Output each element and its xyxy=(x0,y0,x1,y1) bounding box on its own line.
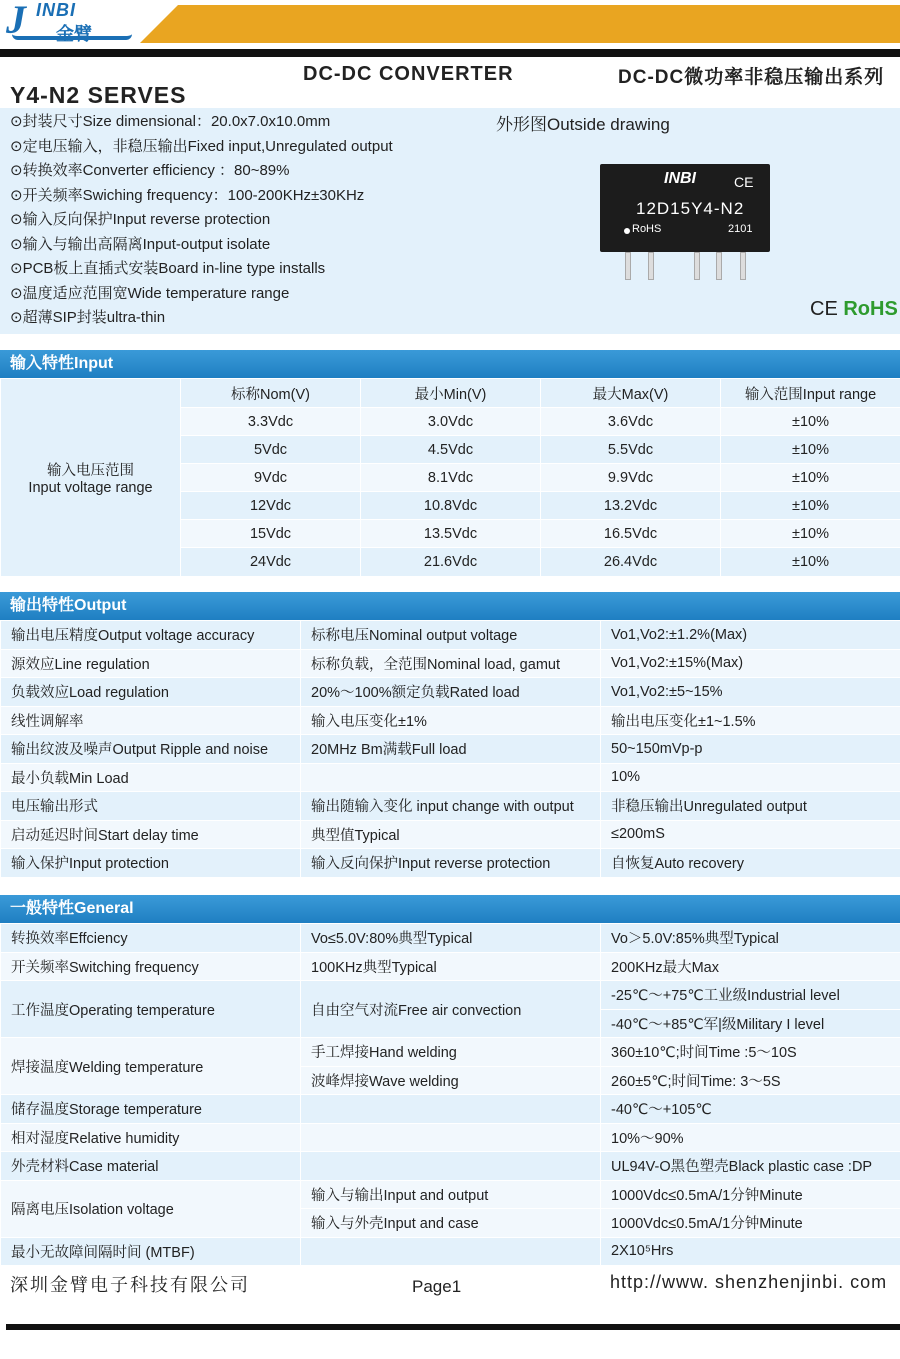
chip-pin-icon xyxy=(648,252,654,280)
table-row: 隔离电压Isolation voltage 输入与输出Input and output 1000Vdc≤0.5mA/1分钟Minute xyxy=(1,1180,900,1209)
feature-item: ⊙PCB板上直插式安装Board in-line type installs xyxy=(10,260,326,277)
table-row: 源效应Line regulation 标称负载，全范围Nominal load, gamut Vo1,Vo2:±15%(Max) xyxy=(1,649,900,678)
feature-list xyxy=(10,110,393,331)
chip-pin-icon xyxy=(694,252,700,280)
logo-swoosh-icon xyxy=(12,34,132,40)
pin1-dot-icon xyxy=(624,228,630,234)
table-row: 输出电压精度Output voltage accuracy 标称电压Nominal output voltage Vo1,Vo2:±1.2%(Max) xyxy=(1,621,900,650)
table-row: 12Vdc 10.8Vdc 13.2Vdc ±10% xyxy=(1,492,900,520)
table-row: 线性调解率 输入电压变化±1% 输出电压变化±1~1.5% xyxy=(1,706,900,735)
table-row: 最小负载Min Load 10% xyxy=(1,763,900,792)
input-voltage-range-label: 输入电压范围 Input voltage range xyxy=(1,379,181,577)
output-section-title: 输出特性Output xyxy=(0,592,900,620)
table-row: 5Vdc 4.5Vdc 5.5Vdc ±10% xyxy=(1,436,900,464)
chip-pin-icon xyxy=(625,252,631,280)
feature-item: ⊙转换效率Converter efficiency ：80~89% xyxy=(10,162,290,179)
table-row: 开关频率Switching frequency 100KHz典型Typical 200KHz最大Max xyxy=(1,952,900,981)
table-row: 工作温度Operating temperature 自由空气对流Free air convection -25℃～+75℃工业级Industrial level xyxy=(1,981,900,1010)
table-row: -40℃～+85℃军|级Military I level xyxy=(1,1009,900,1038)
table-row: 9Vdc 8.1Vdc 9.9Vdc ±10% xyxy=(1,464,900,492)
table-row: 3.3Vdc 3.0Vdc 3.6Vdc ±10% xyxy=(1,408,900,436)
table-row: 输出纹波及噪声Output Ripple and noise 20MHz Bm满载Full load 50~150mVp-p xyxy=(1,735,900,764)
page-number: Page1 xyxy=(412,1277,462,1296)
table-row: 15Vdc 13.5Vdc 16.5Vdc ±10% xyxy=(1,520,900,548)
feature-item: ⊙温度适应范围宽Wide temperature range xyxy=(10,284,290,302)
input-table xyxy=(0,378,900,577)
input-section-title: 输入特性Input xyxy=(0,350,900,378)
product-type: DC-DC CONVERTER xyxy=(303,63,514,85)
table-row: 储存温度Storage temperature -40℃～+105℃ xyxy=(1,1095,900,1124)
output-table xyxy=(0,620,900,878)
table-row: 输入保护Input protection 输入反向保护Input reverse protection 自恢复Auto recovery xyxy=(1,849,900,878)
general-table xyxy=(0,923,900,1266)
feature-item: ⊙封装尺寸Size dimensional：20.0x7.0x10.0mm xyxy=(10,113,331,130)
chip-pin-icon xyxy=(740,252,746,280)
footer-divider xyxy=(6,1324,900,1330)
table-row: 波峰焊接Wave welding 260±5℃;时间Time: 3～5S xyxy=(1,1066,900,1095)
chip-pin-icon xyxy=(716,252,722,280)
table-row: 输入电压范围 Input voltage range 标称Nom(V) 最小Min(V) 最大Max(V) 输入范围Input range xyxy=(1,379,900,408)
feature-item: ⊙定电压输入，非稳压输出Fixed input,Unregulated output xyxy=(10,137,393,155)
feature-item: ⊙输入反向保护Input reverse protection xyxy=(10,211,271,228)
website-link[interactable]: http://www. shenzhenjinbi. com xyxy=(610,1272,888,1292)
table-row: 负载效应Load regulation 20%～100%额定负载Rated load Vo1,Vo2:±5~15% xyxy=(1,678,900,707)
table-row: 24Vdc 21.6Vdc 26.4Vdc ±10% xyxy=(1,548,900,577)
header-divider xyxy=(0,49,900,57)
series-name: Y4-N2 SERVES xyxy=(10,82,187,108)
series-title-cn: DC-DC微功率非稳压输出系列 xyxy=(618,67,885,88)
company-name: 深圳金臂电子科技有限公司 xyxy=(10,1275,250,1295)
table-row: 启动延迟时间Start delay time 典型值Typical ≤200mS xyxy=(1,820,900,849)
header-accent-bar xyxy=(140,5,900,43)
table-row: 最小无故障间隔时间 (MTBF) 2X10⁵Hrs xyxy=(1,1237,900,1266)
brand-logo: J INBI 金臂 xyxy=(6,2,156,42)
chip-model: 12D15Y4-N2 xyxy=(636,199,745,218)
certification-marks: CE RoHS xyxy=(810,298,898,320)
outside-drawing-title: 外形图Outside drawing xyxy=(496,115,670,134)
feature-item: ⊙超薄SIP封装ultra-thin xyxy=(10,309,166,326)
table-row: 电压输出形式 输出随输入变化 input change with output 非稳压输出Unregulated output xyxy=(1,792,900,821)
table-row: 外壳材料Case material UL94V-O黑色塑壳Black plastic case :DP xyxy=(1,1152,900,1181)
table-row: 输入与外壳Input and case 1000Vdc≤0.5mA/1分钟Minute xyxy=(1,1209,900,1238)
table-row: 转换效率Effciency Vo≤5.0V:80%典型Typical Vo＞5.0V:85%典型Typical xyxy=(1,924,900,953)
table-row: 焊接温度Welding temperature 手工焊接Hand welding 360±10℃;时间Time :5～10S xyxy=(1,1038,900,1067)
general-section-title: 一般特性General xyxy=(0,895,900,923)
feature-item: ⊙开关频率Swiching frequency：100-200KHz±30KHz xyxy=(10,186,365,204)
feature-item: ⊙输入与输出高隔离Input-output isolate xyxy=(10,235,271,253)
table-row: 相对湿度Relative humidity 10%～90% xyxy=(1,1123,900,1152)
chip-drawing: INBI CE 12D15Y4-N2 RoHS 2101 xyxy=(600,164,770,252)
